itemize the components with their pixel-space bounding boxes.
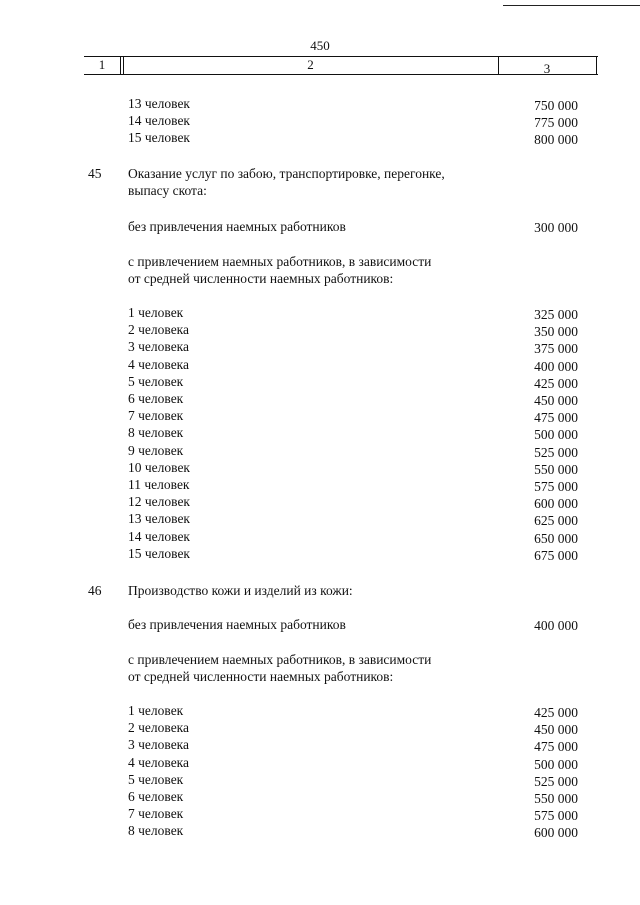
list-item-label: 5 человек [128, 373, 184, 389]
list-item-value: 425 000 [534, 375, 578, 391]
list-item-label: 1 человек [128, 703, 184, 718]
list-item-label: 11 человек [128, 477, 190, 492]
section-45-no-hire-label: без привлечения наемных работников [128, 219, 346, 234]
header-col-1: 1 [98, 57, 106, 72]
section-45-no-hire-value: 300 000 [534, 220, 578, 235]
header-separator-3 [596, 56, 597, 75]
page-number: 450 [310, 38, 330, 53]
list-item-label: 13 человек [128, 96, 190, 111]
list-item-label: 9 человек [128, 442, 184, 458]
list-item-label: 15 человек [128, 130, 190, 145]
list-item-value: 475 000 [534, 739, 578, 755]
header-separator-1 [120, 56, 121, 75]
list-item-label: 15 человек [128, 545, 190, 561]
corner-rule [503, 5, 640, 6]
list-item-label: 6 человек [128, 391, 184, 406]
list-item-value: 575 000 [534, 808, 578, 824]
list-item-value: 325 000 [534, 307, 578, 322]
list-item-label: 8 человек [128, 425, 184, 441]
list-item-value: 800 000 [534, 132, 578, 147]
list-item-label: 6 человек [128, 789, 184, 804]
section-46-hire-line1: с привлечением наемных работников, в зависимости [128, 652, 432, 667]
list-item-value: 375 000 [534, 341, 578, 357]
list-item-label: 12 человек [128, 494, 190, 510]
list-item-label: 5 человек [128, 771, 184, 787]
section-46-hire-line2: от средней численности наемных работников: [128, 669, 394, 684]
list-item-value: 500 000 [534, 427, 578, 443]
list-item-value: 475 000 [534, 410, 578, 426]
section-45-title-line1: Оказание услуг по забою, транспортировке, перегонке, [128, 166, 445, 181]
list-item-value: 350 000 [534, 324, 578, 340]
list-item-value: 675 000 [534, 547, 578, 563]
section-46-no-hire-value: 400 000 [534, 618, 578, 633]
list-item-value: 600 000 [534, 496, 578, 512]
list-item-value: 750 000 [534, 98, 578, 113]
list-item-value: 625 000 [534, 513, 578, 529]
table-header [84, 56, 598, 75]
list-item-value: 450 000 [534, 722, 578, 738]
section-45-number: 45 [88, 166, 102, 181]
list-item-label: 4 человека [128, 356, 190, 372]
list-item-value: 525 000 [534, 444, 578, 460]
list-item-label: 3 человека [128, 339, 190, 355]
section-46-no-hire-label: без привлечения наемных работников [128, 617, 346, 632]
list-item-label: 14 человек [128, 528, 190, 544]
list-item-value: 650 000 [534, 530, 578, 546]
list-item-value: 500 000 [534, 756, 578, 772]
list-item-value: 425 000 [534, 705, 578, 720]
list-item-label: 7 человек [128, 408, 184, 424]
list-item-label: 14 человек [128, 113, 190, 128]
header-col-3: 3 [543, 61, 551, 76]
list-item-label: 7 человек [128, 806, 184, 822]
list-item-value: 450 000 [534, 393, 578, 408]
list-item-label: 4 человека [128, 754, 190, 770]
list-item-label: 2 человека [128, 720, 190, 736]
list-item-value: 600 000 [534, 825, 578, 841]
list-item-label: 2 человека [128, 322, 190, 338]
list-item-value: 400 000 [534, 358, 578, 374]
section-46-title-line1: Производство кожи и изделий из кожи: [128, 583, 353, 598]
list-item-value: 550 000 [534, 461, 578, 477]
section-46-number: 46 [88, 583, 102, 598]
list-item-label: 3 человека [128, 737, 190, 753]
list-item-label: 13 человек [128, 511, 190, 527]
section-45-hire-line1: с привлечением наемных работников, в зависимости [128, 254, 432, 269]
list-item-value: 575 000 [534, 479, 578, 494]
list-item-label: 1 человек [128, 305, 184, 320]
section-45-title-line2: выпасу скота: [128, 183, 207, 198]
list-item-label: 10 человек [128, 459, 190, 475]
list-item-label: 8 человек [128, 823, 184, 839]
section-45-hire-line2: от средней численности наемных работников: [128, 271, 394, 286]
header-col-2: 2 [307, 57, 314, 72]
list-item-value: 525 000 [534, 773, 578, 789]
list-item-value: 775 000 [534, 115, 578, 130]
list-item-value: 550 000 [534, 791, 578, 806]
